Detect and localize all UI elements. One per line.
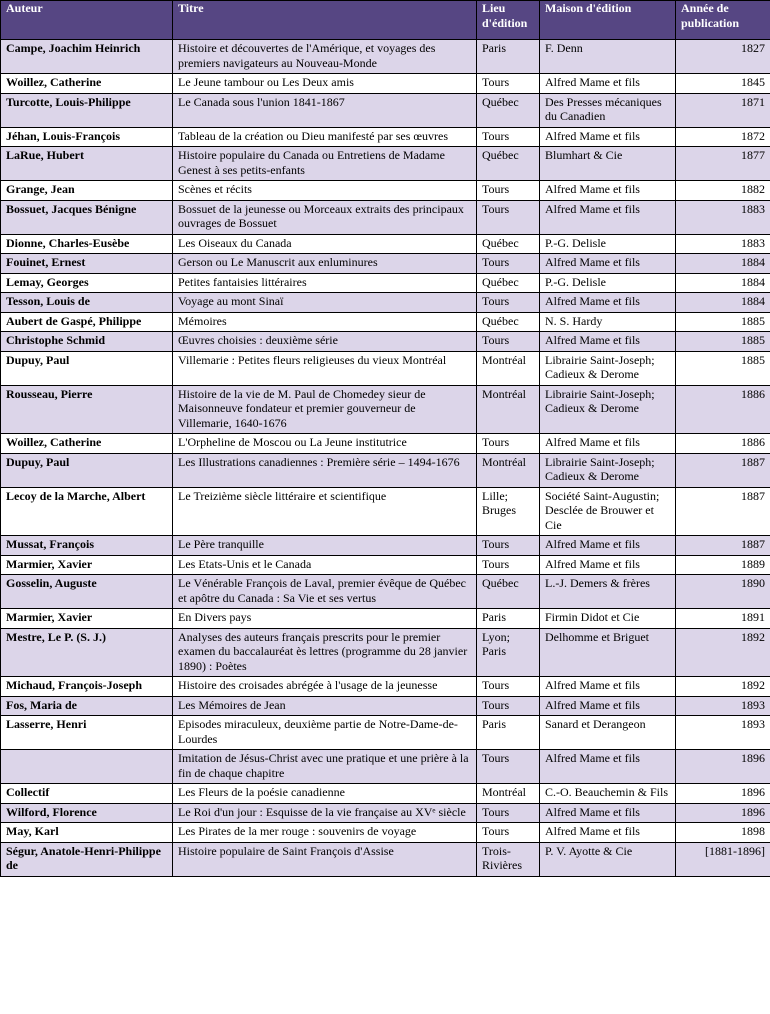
year-cell: 1877 <box>676 147 770 181</box>
place-cell: Tours <box>477 181 540 201</box>
year-cell: 1898 <box>676 823 770 843</box>
author-cell: Gosselin, Auguste <box>1 575 173 609</box>
table-row <box>1 147 770 181</box>
place-cell: Lyon; Paris <box>477 628 540 677</box>
author-cell: Marmier, Xavier <box>1 555 173 575</box>
place-cell: Tours <box>477 750 540 784</box>
title-cell: Villemarie : Petites fleurs religieuses du vieux Montréal <box>173 351 477 385</box>
table-row <box>1 254 770 274</box>
year-cell: 1887 <box>676 453 770 487</box>
place-cell: Québec <box>477 234 540 254</box>
author-cell: Lecoy de la Marche, Albert <box>1 487 173 536</box>
table-row <box>1 234 770 254</box>
place-cell: Québec <box>477 273 540 293</box>
place-cell: Montréal <box>477 453 540 487</box>
publisher-cell: P.-G. Delisle <box>540 273 676 293</box>
year-cell: 1884 <box>676 254 770 274</box>
year-cell: 1882 <box>676 181 770 201</box>
title-cell: Le Père tranquille <box>173 536 477 556</box>
publisher-cell: C.-O. Beauchemin & Fils <box>540 784 676 804</box>
author-cell: Lemay, Georges <box>1 273 173 293</box>
table-row <box>1 293 770 313</box>
table-row <box>1 536 770 556</box>
author-cell: Woillez, Catherine <box>1 74 173 94</box>
author-cell: Collectif <box>1 784 173 804</box>
publisher-cell: Blumhart & Cie <box>540 147 676 181</box>
title-cell: Les Illustrations canadiennes : Première série – 1494-1676 <box>173 453 477 487</box>
title-cell: Les Pirates de la mer rouge : souvenirs de voyage <box>173 823 477 843</box>
year-cell: 1896 <box>676 784 770 804</box>
publisher-cell: Société Saint-Augustin; Desclée de Brouwer et Cie <box>540 487 676 536</box>
table-row <box>1 487 770 536</box>
author-cell: Ségur, Anatole-Henri-Philippe de <box>1 842 173 876</box>
table-row <box>1 181 770 201</box>
table-row <box>1 823 770 843</box>
place-cell: Tours <box>477 677 540 697</box>
year-cell: 1884 <box>676 293 770 313</box>
publisher-cell: Alfred Mame et fils <box>540 536 676 556</box>
title-cell: Gerson ou Le Manuscrit aux enluminures <box>173 254 477 274</box>
table-row <box>1 351 770 385</box>
publisher-cell: Sanard et Derangeon <box>540 716 676 750</box>
publisher-cell: Alfred Mame et fils <box>540 254 676 274</box>
year-cell: 1884 <box>676 273 770 293</box>
year-cell: 1892 <box>676 628 770 677</box>
title-cell: Scènes et récits <box>173 181 477 201</box>
year-cell: 1883 <box>676 200 770 234</box>
publisher-cell: Des Presses mécaniques du Canadien <box>540 93 676 127</box>
title-cell: Voyage au mont Sinaï <box>173 293 477 313</box>
table-row <box>1 628 770 677</box>
author-cell: Tesson, Louis de <box>1 293 173 313</box>
place-cell: Québec <box>477 93 540 127</box>
author-cell: Mestre, Le P. (S. J.) <box>1 628 173 677</box>
title-cell: Le Canada sous l'union 1841-1867 <box>173 93 477 127</box>
title-cell: Histoire de la vie de M. Paul de Chomedey sieur de Maisonneuve fondateur et premier gouverneur de Villemarie, 1640-1676 <box>173 385 477 434</box>
author-cell: Christophe Schmid <box>1 332 173 352</box>
year-cell: 1893 <box>676 716 770 750</box>
year-cell: 1892 <box>676 677 770 697</box>
publisher-cell: L.-J. Demers & frères <box>540 575 676 609</box>
table-row <box>1 332 770 352</box>
year-cell: 1893 <box>676 696 770 716</box>
table-row <box>1 696 770 716</box>
publisher-cell: N. S. Hardy <box>540 312 676 332</box>
author-cell: Dupuy, Paul <box>1 351 173 385</box>
place-cell: Paris <box>477 609 540 629</box>
author-cell: LaRue, Hubert <box>1 147 173 181</box>
publisher-cell: Alfred Mame et fils <box>540 803 676 823</box>
table-body <box>1 40 770 877</box>
table-row <box>1 575 770 609</box>
place-cell: Trois-Rivières <box>477 842 540 876</box>
place-cell: Tours <box>477 293 540 313</box>
table-row <box>1 312 770 332</box>
table-row <box>1 40 770 74</box>
year-cell: 1886 <box>676 385 770 434</box>
place-cell: Tours <box>477 332 540 352</box>
place-cell: Tours <box>477 823 540 843</box>
header-title: Titre <box>173 1 477 40</box>
publisher-cell: Alfred Mame et fils <box>540 823 676 843</box>
publisher-cell: Alfred Mame et fils <box>540 750 676 784</box>
header-place: Lieu d'édition <box>477 1 540 40</box>
publisher-cell: P.-G. Delisle <box>540 234 676 254</box>
place-cell: Lille; Bruges <box>477 487 540 536</box>
author-cell: Dupuy, Paul <box>1 453 173 487</box>
place-cell: Paris <box>477 716 540 750</box>
publisher-cell: Alfred Mame et fils <box>540 74 676 94</box>
publisher-cell: Librairie Saint-Joseph; Cadieux & Derome <box>540 385 676 434</box>
title-cell: Histoire des croisades abrégée à l'usage de la jeunesse <box>173 677 477 697</box>
author-cell: Wilford, Florence <box>1 803 173 823</box>
table-header <box>1 1 770 40</box>
year-cell: 1890 <box>676 575 770 609</box>
table-row <box>1 127 770 147</box>
title-cell: Le Jeune tambour ou Les Deux amis <box>173 74 477 94</box>
title-cell: Le Roi d'un jour : Esquisse de la vie française au XVᵉ siècle <box>173 803 477 823</box>
table-row <box>1 555 770 575</box>
place-cell: Tours <box>477 536 540 556</box>
title-cell: Les Fleurs de la poésie canadienne <box>173 784 477 804</box>
author-cell: Mussat, François <box>1 536 173 556</box>
year-cell: 1845 <box>676 74 770 94</box>
publisher-cell: Librairie Saint-Joseph; Cadieux & Derome <box>540 453 676 487</box>
table-row <box>1 200 770 234</box>
place-cell: Paris <box>477 40 540 74</box>
place-cell: Tours <box>477 200 540 234</box>
title-cell: Le Vénérable François de Laval, premier évêque de Québec et apôtre du Canada : Sa Vie et ses vertus <box>173 575 477 609</box>
header-row <box>1 1 770 40</box>
place-cell: Québec <box>477 575 540 609</box>
header-publisher: Maison d'édition <box>540 1 676 40</box>
publisher-cell: Firmin Didot et Cie <box>540 609 676 629</box>
author-cell: Fouinet, Ernest <box>1 254 173 274</box>
publisher-cell: Librairie Saint-Joseph; Cadieux & Derome <box>540 351 676 385</box>
year-cell: 1872 <box>676 127 770 147</box>
author-cell: Michaud, François-Joseph <box>1 677 173 697</box>
table-row <box>1 74 770 94</box>
table-row <box>1 273 770 293</box>
author-cell: Rousseau, Pierre <box>1 385 173 434</box>
publisher-cell: F. Denn <box>540 40 676 74</box>
header-author: Auteur <box>1 1 173 40</box>
title-cell: Les Oiseaux du Canada <box>173 234 477 254</box>
publisher-cell: Alfred Mame et fils <box>540 555 676 575</box>
title-cell: Tableau de la création ou Dieu manifesté par ses œuvres <box>173 127 477 147</box>
place-cell: Montréal <box>477 351 540 385</box>
year-cell: 1827 <box>676 40 770 74</box>
table-row <box>1 784 770 804</box>
year-cell: 1883 <box>676 234 770 254</box>
author-cell: Grange, Jean <box>1 181 173 201</box>
year-cell: 1885 <box>676 332 770 352</box>
publisher-cell: Alfred Mame et fils <box>540 332 676 352</box>
year-cell: 1889 <box>676 555 770 575</box>
publisher-cell: Alfred Mame et fils <box>540 293 676 313</box>
publisher-cell: Alfred Mame et fils <box>540 181 676 201</box>
publisher-cell: Alfred Mame et fils <box>540 677 676 697</box>
title-cell: Œuvres choisies : deuxième série <box>173 332 477 352</box>
place-cell: Tours <box>477 74 540 94</box>
title-cell: Les Mémoires de Jean <box>173 696 477 716</box>
place-cell: Tours <box>477 254 540 274</box>
year-cell: 1887 <box>676 536 770 556</box>
place-cell: Tours <box>477 127 540 147</box>
year-cell: 1885 <box>676 351 770 385</box>
publisher-cell: Alfred Mame et fils <box>540 200 676 234</box>
author-cell: Bossuet, Jacques Bénigne <box>1 200 173 234</box>
place-cell: Montréal <box>477 385 540 434</box>
year-cell: 1896 <box>676 803 770 823</box>
place-cell: Tours <box>477 555 540 575</box>
table-row <box>1 93 770 127</box>
author-cell: Fos, Maria de <box>1 696 173 716</box>
place-cell: Tours <box>477 803 540 823</box>
title-cell: Le Treizième siècle littéraire et scientifique <box>173 487 477 536</box>
title-cell: Petites fantaisies littéraires <box>173 273 477 293</box>
table-row <box>1 803 770 823</box>
year-cell: 1885 <box>676 312 770 332</box>
publisher-cell: Delhomme et Briguet <box>540 628 676 677</box>
table-row <box>1 609 770 629</box>
place-cell: Tours <box>477 434 540 454</box>
title-cell: Histoire et découvertes de l'Amérique, et voyages des premiers navigateurs au Nouveau-Monde <box>173 40 477 74</box>
author-cell: Lasserre, Henri <box>1 716 173 750</box>
title-cell: Histoire populaire du Canada ou Entretiens de Madame Genest à ses petits-enfants <box>173 147 477 181</box>
publisher-cell: P. V. Ayotte & Cie <box>540 842 676 876</box>
title-cell: Histoire populaire de Saint François d'Assise <box>173 842 477 876</box>
author-cell: Marmier, Xavier <box>1 609 173 629</box>
author-cell: Woillez, Catherine <box>1 434 173 454</box>
table-row <box>1 434 770 454</box>
table-row <box>1 842 770 876</box>
author-cell: Dionne, Charles-Eusèbe <box>1 234 173 254</box>
table-row <box>1 677 770 697</box>
year-cell: 1886 <box>676 434 770 454</box>
place-cell: Québec <box>477 312 540 332</box>
place-cell: Québec <box>477 147 540 181</box>
table-row <box>1 453 770 487</box>
publisher-cell: Alfred Mame et fils <box>540 434 676 454</box>
title-cell: Bossuet de la jeunesse ou Morceaux extraits des principaux ouvrages de Bossuet <box>173 200 477 234</box>
place-cell: Tours <box>477 696 540 716</box>
author-cell <box>1 750 173 784</box>
author-cell: Aubert de Gaspé, Philippe <box>1 312 173 332</box>
year-cell: 1887 <box>676 487 770 536</box>
title-cell: Mémoires <box>173 312 477 332</box>
publisher-cell: Alfred Mame et fils <box>540 127 676 147</box>
year-cell: 1871 <box>676 93 770 127</box>
place-cell: Montréal <box>477 784 540 804</box>
header-year: Année de publication <box>676 1 770 40</box>
author-cell: Jéhan, Louis-François <box>1 127 173 147</box>
author-cell: Turcotte, Louis-Philippe <box>1 93 173 127</box>
title-cell: Episodes miraculeux, deuxième partie de Notre-Dame-de-Lourdes <box>173 716 477 750</box>
author-cell: May, Karl <box>1 823 173 843</box>
title-cell: Imitation de Jésus-Christ avec une pratique et une prière à la fin de chaque chapitre <box>173 750 477 784</box>
title-cell: Analyses des auteurs français prescrits pour le premier examen du baccalauréat ès lettres (programme du 28 janvier 1890) : Poètes <box>173 628 477 677</box>
year-cell: [1881-1896] <box>676 842 770 876</box>
title-cell: En Divers pays <box>173 609 477 629</box>
title-cell: Les Etats-Unis et le Canada <box>173 555 477 575</box>
year-cell: 1891 <box>676 609 770 629</box>
year-cell: 1896 <box>676 750 770 784</box>
author-cell: Campe, Joachim Heinrich <box>1 40 173 74</box>
table-row <box>1 750 770 784</box>
table-row <box>1 716 770 750</box>
publisher-cell: Alfred Mame et fils <box>540 696 676 716</box>
table-row <box>1 385 770 434</box>
title-cell: L'Orpheline de Moscou ou La Jeune institutrice <box>173 434 477 454</box>
